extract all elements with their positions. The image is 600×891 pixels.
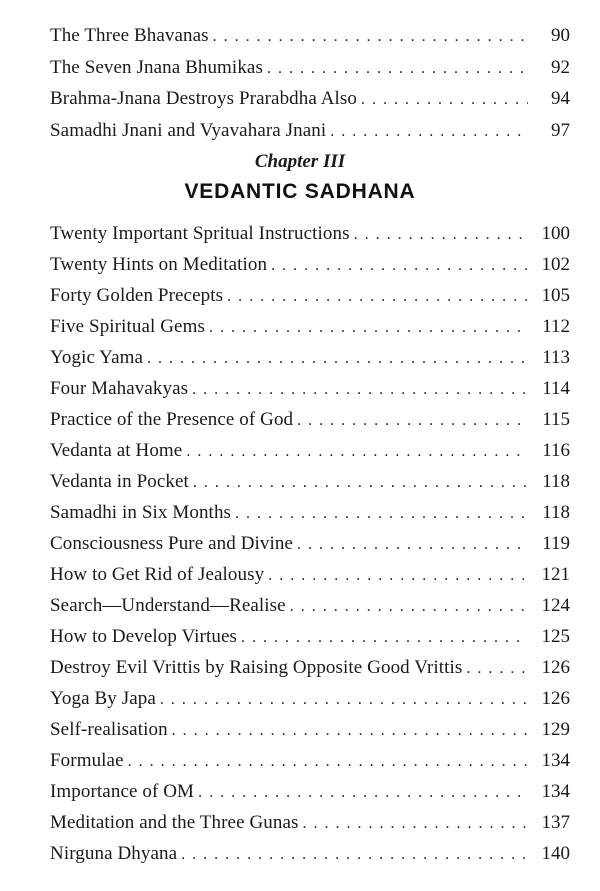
toc-entry-page: 94 — [551, 88, 570, 109]
toc-entry-page: 116 — [542, 440, 570, 461]
dot-leader — [330, 116, 528, 148]
toc-entry-title: The Seven Jnana Bhumikas — [50, 56, 263, 78]
toc-entry-page: 140 — [541, 843, 570, 864]
toc-entry[interactable] — [50, 280, 570, 311]
dot-leader — [160, 684, 528, 715]
toc-entry-title: How to Get Rid of Jealousy — [50, 564, 265, 585]
toc-entry-page: 137 — [541, 812, 570, 833]
toc-entry[interactable] — [50, 115, 570, 147]
toc-entry-page: 118 — [542, 502, 570, 523]
toc-entry[interactable] — [50, 52, 570, 84]
toc-entry-title: Practice of the Presence of God — [50, 409, 294, 430]
toc-entry[interactable] — [50, 683, 570, 714]
toc-entry[interactable] — [50, 838, 570, 869]
toc-entry-page: 121 — [541, 564, 570, 585]
toc-entry[interactable] — [50, 776, 570, 807]
toc-entry-page: 97 — [551, 119, 570, 141]
toc-entry-title: Destroy Evil Vrittis by Raising Opposite Good Vrittis — [50, 657, 463, 678]
dot-leader — [235, 498, 528, 529]
toc-entry[interactable] — [50, 590, 570, 621]
toc-entry-title: The Three Bhavanas — [50, 25, 209, 46]
dot-leader — [241, 622, 528, 653]
toc-entry-title: How to Develop Virtues — [50, 626, 237, 647]
toc-entry-page: 126 — [541, 657, 570, 678]
toc-entry-title: Brahma-Jnana Destroys Prarabdha Also — [50, 88, 357, 109]
toc-entry[interactable] — [50, 342, 570, 373]
toc-entry-page: 119 — [542, 533, 570, 554]
toc-entry[interactable] — [50, 435, 570, 466]
dot-leader — [181, 839, 528, 870]
toc-entry-title: Vedanta at Home — [50, 440, 183, 461]
toc-entry-title: Twenty Important Spritual Instructions — [50, 223, 350, 244]
dot-leader — [209, 312, 528, 343]
dot-leader — [297, 405, 528, 436]
dot-leader — [147, 343, 528, 374]
dot-leader — [128, 746, 528, 777]
toc-entry-page: 126 — [541, 688, 570, 709]
dot-leader — [303, 808, 528, 839]
toc-entry-title: Forty Golden Precepts — [50, 285, 224, 306]
chapter-title: VEDANTIC SADHANA — [184, 180, 416, 203]
toc-entry-page: 115 — [542, 409, 570, 430]
toc-entry[interactable] — [50, 249, 570, 280]
toc-entry[interactable] — [50, 652, 570, 683]
dot-leader — [192, 374, 528, 405]
toc-entry[interactable] — [50, 621, 570, 652]
toc-entry[interactable] — [50, 745, 570, 776]
toc-entry-title: Yogic Yama — [50, 347, 144, 368]
dot-leader — [361, 84, 528, 116]
toc-entry-page: 112 — [542, 316, 570, 337]
toc-entry-page: 90 — [551, 25, 570, 46]
dot-leader — [354, 219, 528, 250]
toc-entry-page: 125 — [541, 626, 570, 647]
toc-entry[interactable] — [50, 807, 570, 838]
dot-leader — [271, 250, 528, 281]
toc-entry-page: 118 — [542, 471, 570, 492]
toc-entry-page: 92 — [551, 56, 570, 78]
toc-entry-title: Consciousness Pure and Divine — [50, 533, 294, 554]
toc-list-chapter-3 — [50, 218, 570, 869]
toc-entry[interactable] — [50, 466, 570, 497]
toc-entry-title: Meditation and the Three Gunas — [50, 812, 299, 833]
toc-entry[interactable] — [50, 218, 570, 249]
toc-entry-page: 134 — [541, 750, 570, 771]
dot-leader — [227, 281, 528, 312]
toc-entry-page: 100 — [541, 223, 570, 244]
toc-entry-title: Twenty Hints on Meditation — [50, 254, 268, 275]
toc-entry[interactable] — [50, 373, 570, 404]
toc-entry[interactable] — [50, 528, 570, 559]
toc-entry-title: Importance of OM — [50, 781, 195, 802]
toc-entry[interactable] — [50, 404, 570, 435]
toc-entry[interactable] — [50, 311, 570, 342]
dot-leader — [186, 436, 528, 467]
dot-leader — [290, 591, 528, 622]
toc-entry-page: 124 — [541, 595, 570, 616]
dot-leader — [297, 529, 528, 560]
toc-entry-page: 105 — [541, 285, 570, 306]
toc-entry-page: 102 — [541, 254, 570, 275]
toc-entry-title: Four Mahavakyas — [50, 378, 189, 399]
toc-entry[interactable] — [50, 83, 570, 115]
dot-leader — [193, 467, 528, 498]
toc-entry-title: Search—Understand—Realise — [50, 595, 286, 616]
toc-entry-title: Yoga By Japa — [50, 688, 156, 709]
toc-entry-title: Nirguna Dhyana — [50, 843, 178, 864]
chapter-label: Chapter III — [254, 151, 346, 172]
toc-entry-title: Samadhi in Six Months — [50, 502, 232, 523]
toc-entry[interactable] — [50, 497, 570, 528]
toc-entry-title: Formulae — [50, 750, 124, 771]
dot-leader — [267, 53, 528, 85]
toc-entry-page: 114 — [542, 378, 570, 399]
toc-entry[interactable] — [50, 714, 570, 745]
toc-entry[interactable] — [50, 20, 570, 52]
dot-leader — [213, 21, 528, 53]
toc-entry-page: 129 — [541, 719, 570, 740]
dot-leader — [198, 777, 528, 808]
toc-entry[interactable] — [50, 559, 570, 590]
toc-entry-page: 134 — [541, 781, 570, 802]
toc-entry-title: Vedanta in Pocket — [50, 471, 189, 492]
toc-list-previous-chapter — [50, 20, 570, 146]
toc-entry-title: Self-realisation — [50, 719, 168, 740]
dot-leader — [466, 653, 528, 684]
dot-leader — [172, 715, 528, 746]
toc-entry-title: Five Spiritual Gems — [50, 316, 205, 337]
dot-leader — [268, 560, 528, 591]
toc-entry-title: Samadhi Jnani and Vyavahara Jnani — [50, 119, 327, 141]
toc-entry-page: 113 — [542, 347, 570, 368]
